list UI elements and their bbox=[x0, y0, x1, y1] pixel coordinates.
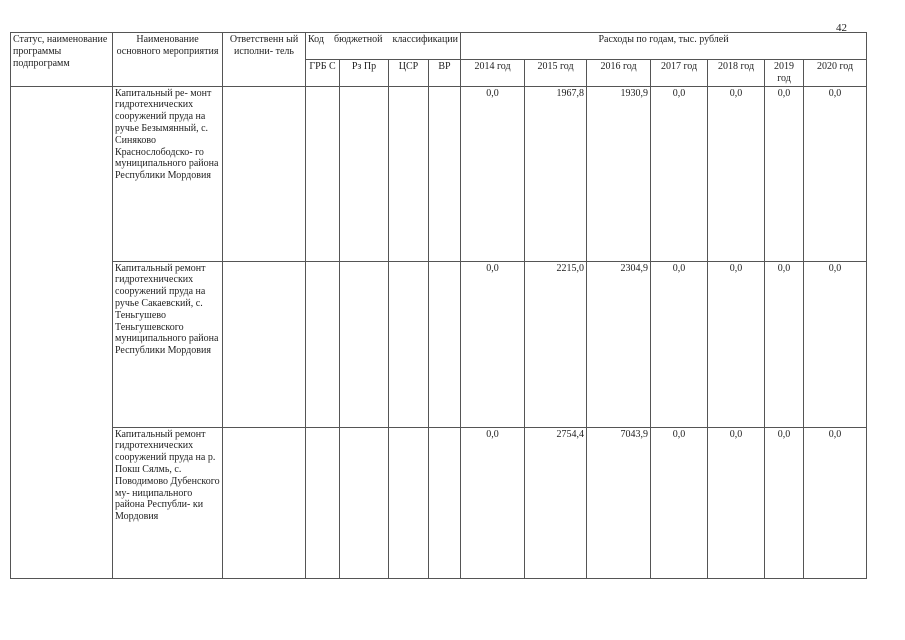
header-code-grbs: ГРБ С bbox=[306, 60, 340, 87]
code-vr-cell bbox=[429, 261, 461, 427]
value-2015: 1967,8 bbox=[525, 86, 587, 261]
value-2015: 2754,4 bbox=[525, 427, 587, 578]
header-year-2018: 2018 год bbox=[708, 60, 765, 87]
header-code: Код бюджетной классификации bbox=[306, 33, 461, 60]
value-2020: 0,0 bbox=[804, 261, 867, 427]
value-2014: 0,0 bbox=[461, 427, 525, 578]
value-2019: 0,0 bbox=[765, 261, 804, 427]
code-grbs-cell bbox=[306, 427, 340, 578]
code-csr-cell bbox=[389, 86, 429, 261]
header-status: Статус, наименование программы подпрограмм bbox=[11, 33, 113, 87]
event-name: Капитальный ремонт гидротехнических сооружений пруда на ручье Сакаевский, с. Теньгушево Теньгушевского муниципального района Республики Мордовия bbox=[113, 261, 223, 427]
header-row bbox=[11, 33, 867, 60]
header-code-csr: ЦСР bbox=[389, 60, 429, 87]
value-2014: 0,0 bbox=[461, 261, 525, 427]
value-2018: 0,0 bbox=[708, 86, 765, 261]
header-year-2016: 2016 год bbox=[587, 60, 651, 87]
header-year-2014: 2014 год bbox=[461, 60, 525, 87]
event-name: Капитальный ремонт гидротехнических сооружений пруда на р. Покш Сялмь, с. Поводимово Дубенского му- ниципального района Республи- ки Мордовия bbox=[113, 427, 223, 578]
value-2014: 0,0 bbox=[461, 86, 525, 261]
code-csr-cell bbox=[389, 261, 429, 427]
value-2015: 2215,0 bbox=[525, 261, 587, 427]
status-cell bbox=[11, 86, 113, 578]
value-2017: 0,0 bbox=[651, 261, 708, 427]
value-2018: 0,0 bbox=[708, 427, 765, 578]
value-2017: 0,0 bbox=[651, 427, 708, 578]
code-rzpr-cell bbox=[340, 86, 389, 261]
header-year-2019: 2019 год bbox=[765, 60, 804, 87]
header-year-2020: 2020 год bbox=[804, 60, 867, 87]
value-2016: 7043,9 bbox=[587, 427, 651, 578]
header-expenses: Расходы по годам, тыс. рублей bbox=[461, 33, 867, 60]
header-year-2017: 2017 год bbox=[651, 60, 708, 87]
code-csr-cell bbox=[389, 427, 429, 578]
table-row bbox=[11, 261, 867, 427]
table-row bbox=[11, 427, 867, 578]
value-2018: 0,0 bbox=[708, 261, 765, 427]
header-responsible: Ответственн ый исполни- тель bbox=[223, 33, 306, 87]
code-vr-cell bbox=[429, 427, 461, 578]
header-code-vr: ВР bbox=[429, 60, 461, 87]
value-2019: 0,0 bbox=[765, 86, 804, 261]
code-grbs-cell bbox=[306, 261, 340, 427]
header-code-rzpr: Рз Пр bbox=[340, 60, 389, 87]
event-name: Капитальный ре- монт гидротехнических сооружений пруда на ручье Безымянный, с. Синяково Краснослободско- го муниципального района Республики Мордовия bbox=[113, 86, 223, 261]
value-2020: 0,0 bbox=[804, 427, 867, 578]
header-name: Наименование основного мероприятия bbox=[113, 33, 223, 87]
page-number: 42 bbox=[836, 22, 847, 34]
header-year-2015: 2015 год bbox=[525, 60, 587, 87]
value-2017: 0,0 bbox=[651, 86, 708, 261]
responsible-cell bbox=[223, 427, 306, 578]
value-2020: 0,0 bbox=[804, 86, 867, 261]
code-rzpr-cell bbox=[340, 261, 389, 427]
responsible-cell bbox=[223, 261, 306, 427]
code-grbs-cell bbox=[306, 86, 340, 261]
responsible-cell bbox=[223, 86, 306, 261]
value-2016: 1930,9 bbox=[587, 86, 651, 261]
table-row bbox=[11, 86, 867, 261]
value-2019: 0,0 bbox=[765, 427, 804, 578]
value-2016: 2304,9 bbox=[587, 261, 651, 427]
code-vr-cell bbox=[429, 86, 461, 261]
budget-table bbox=[10, 32, 867, 579]
code-rzpr-cell bbox=[340, 427, 389, 578]
